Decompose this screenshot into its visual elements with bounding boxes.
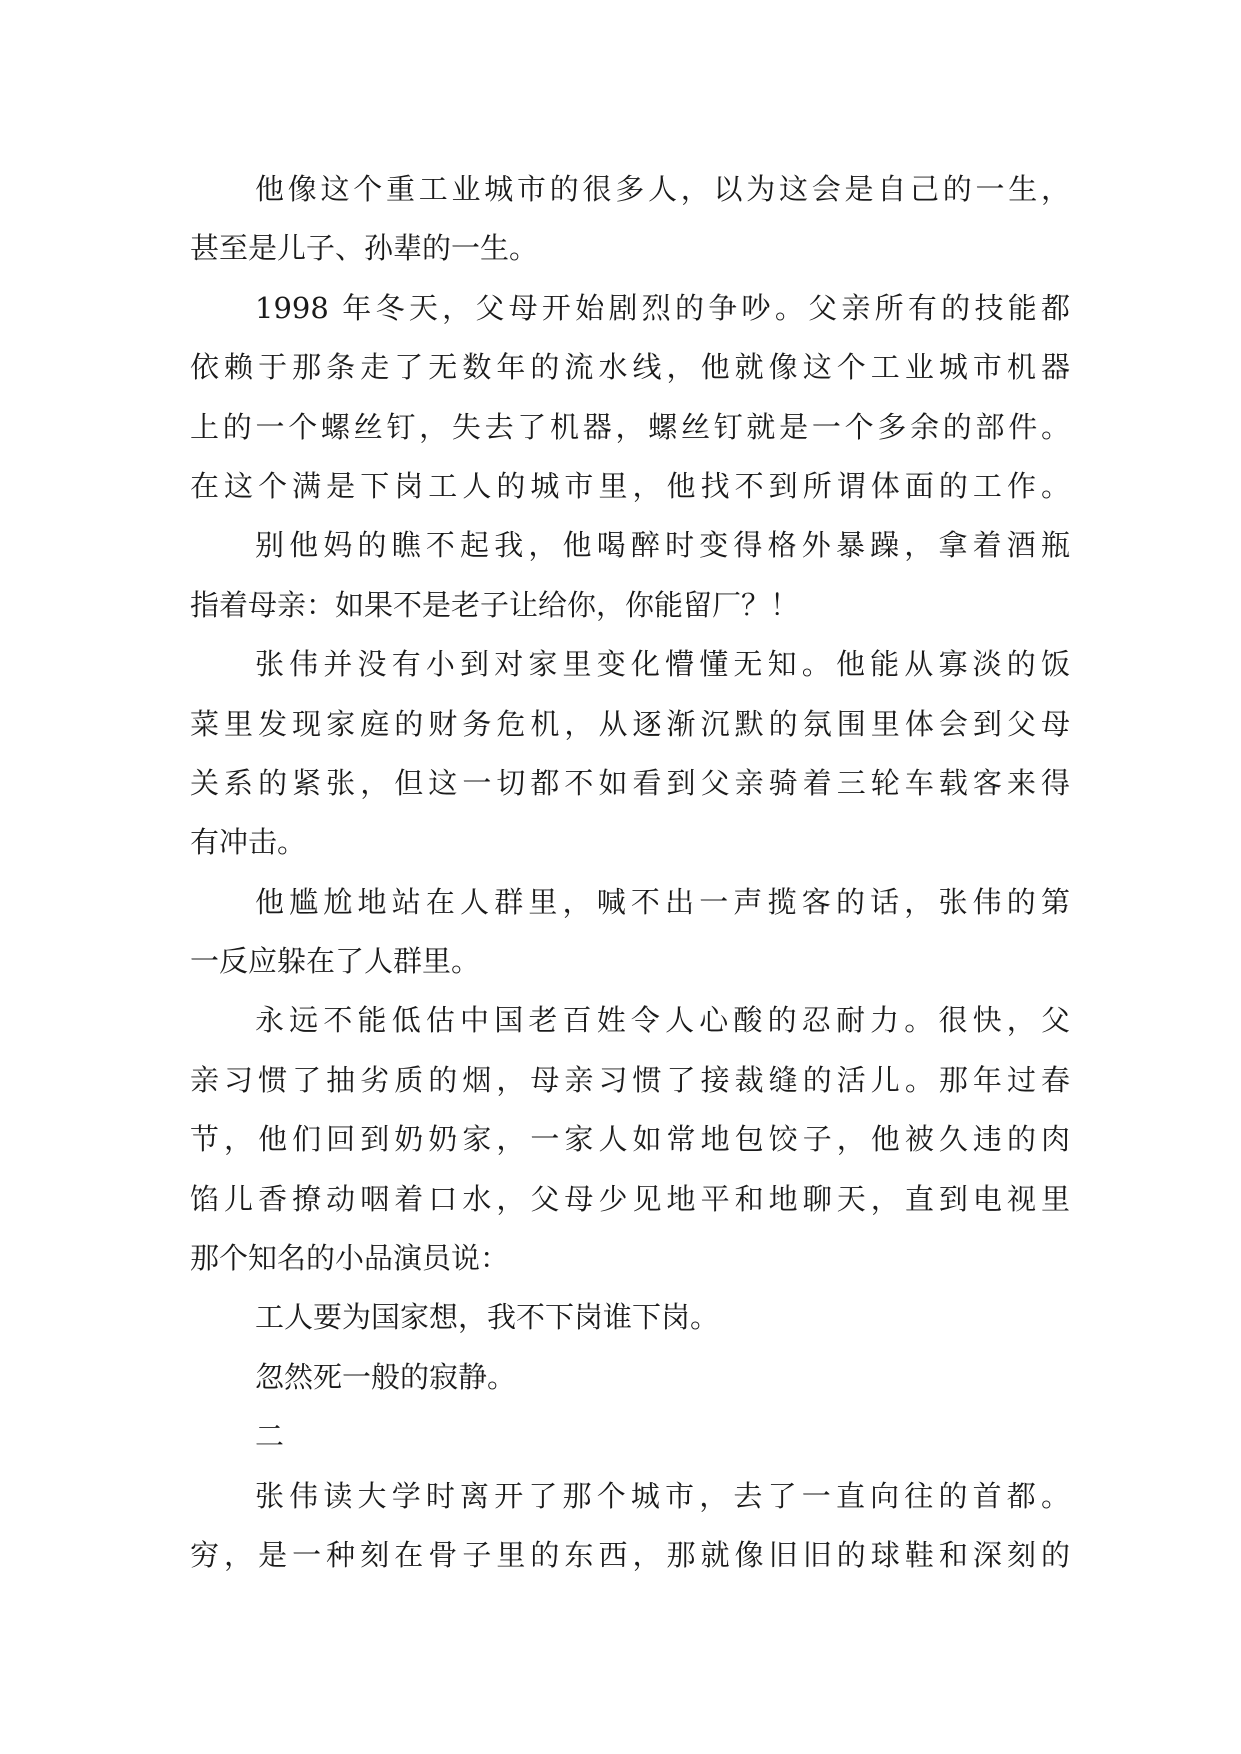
text-line-12: 有冲击。 [190, 825, 307, 860]
text-line-18: 馅儿香撩动咽着口水，父母少见地平和地聊天，直到电视里 [190, 1181, 1070, 1216]
text-line-10: 菜里发现家庭的财务危机，从逐渐沉默的氛围里体会到父母 [190, 706, 1070, 741]
text-line-20: 工人要为国家想，我不下岗谁下岗。 [255, 1300, 720, 1335]
text-line-15: 永远不能低估中国老百姓令人心酸的忍耐力。很快，父 [255, 1003, 1070, 1038]
section-heading: 二 [255, 1419, 285, 1454]
text-line-1: 他像这个重工业城市的很多人，以为这会是自己的一生， [255, 172, 1070, 206]
text-line-17: 节，他们回到奶奶家，一家人如常地包饺子，他被久违的肉 [190, 1122, 1070, 1157]
text-line-8: 指着母亲：如果不是老子让给你，你能留厂？！ [190, 587, 800, 622]
text-line-7: 别他妈的瞧不起我，他喝醉时变得格外暴躁，拿着酒瓶 [255, 528, 1070, 563]
text-line-19: 那个知名的小品演员说： [190, 1241, 510, 1276]
text-line-14: 一反应躲在了人群里。 [190, 944, 481, 979]
text-line-2: 甚至是儿子、孙辈的一生。 [190, 231, 539, 266]
text-line-5: 上的一个螺丝钉，失去了机器，螺丝钉就是一个多余的部件。 [190, 409, 1070, 444]
text-line-9: 张伟并没有小到对家里变化懵懂无知。他能从寡淡的饭 [255, 647, 1070, 682]
text-line-13: 他尴尬地站在人群里，喊不出一声揽客的话，张伟的第 [255, 884, 1070, 919]
text-line-24: 穷，是一种刻在骨子里的东西，那就像旧旧的球鞋和深刻的 [190, 1537, 1070, 1572]
body-text [190, 160, 1070, 1585]
text-line-4: 依赖于那条走了无数年的流水线，他就像这个工业城市机器 [190, 350, 1070, 385]
text-line-6: 在这个满是下岗工人的城市里，他找不到所谓体面的工作。 [190, 468, 1070, 503]
text-line-23: 张伟读大学时离开了那个城市，去了一直向往的首都。 [255, 1478, 1070, 1513]
text-line-3: 1998 年冬天，父母开始剧烈的争吵。父亲所有的技能都 [255, 290, 1070, 325]
text-line-16: 亲习惯了抽劣质的烟，母亲习惯了接裁缝的活儿。那年过春 [190, 1062, 1070, 1097]
text-line-21: 忽然死一般的寂静。 [255, 1359, 517, 1394]
text-line-11: 关系的紧张，但这一切都不如看到父亲骑着三轮车载客来得 [190, 765, 1070, 800]
